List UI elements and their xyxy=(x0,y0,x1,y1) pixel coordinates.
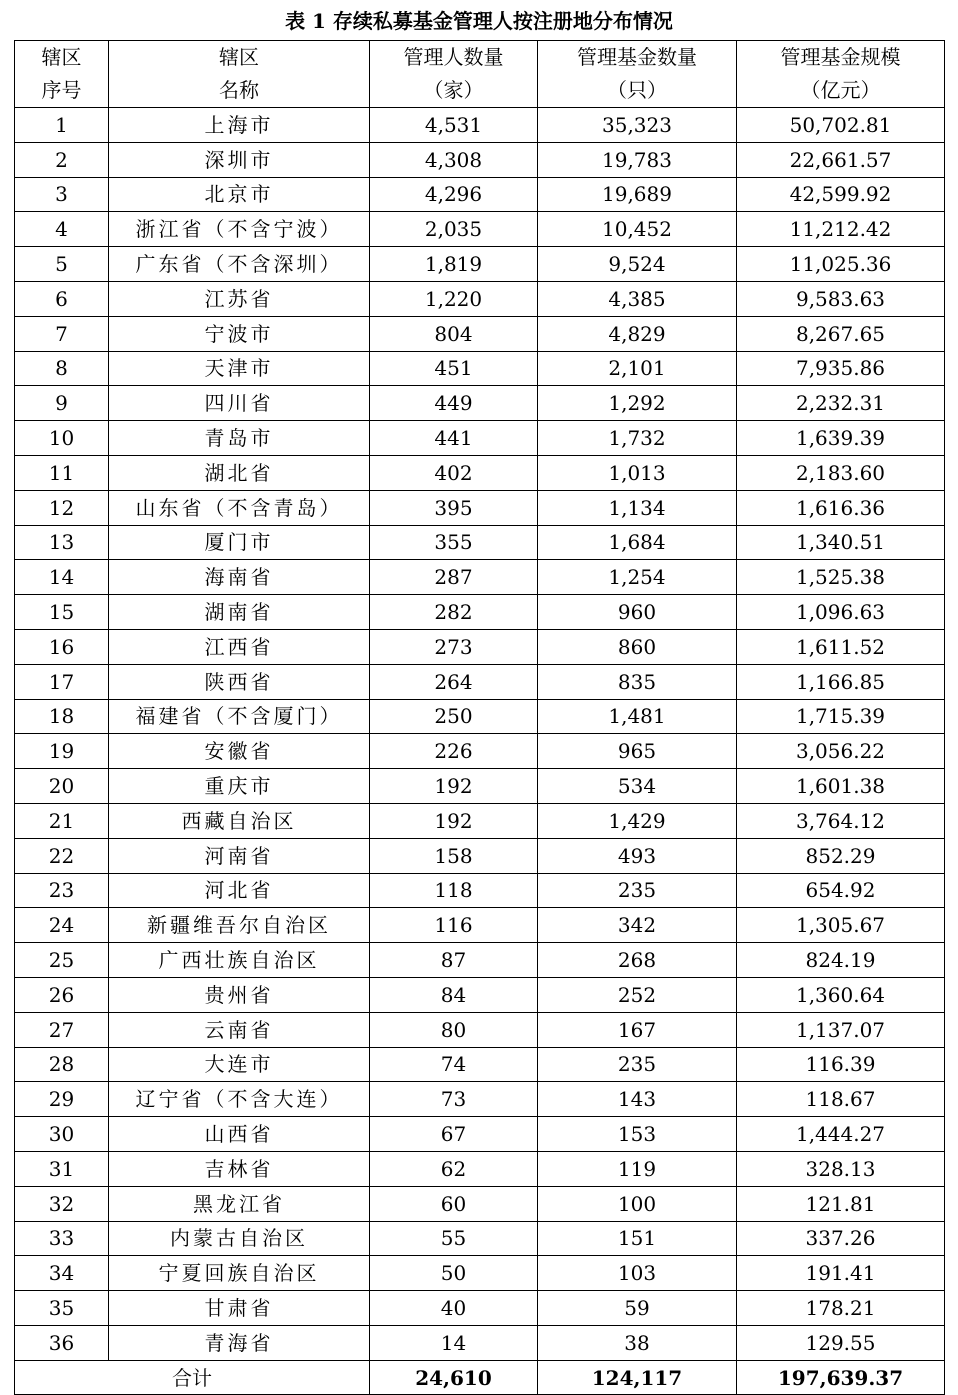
cell-manager-count: 55 xyxy=(370,1221,538,1256)
cell-region-name: 山西省 xyxy=(109,1117,370,1152)
total-scale: 197,639.37 xyxy=(737,1360,945,1395)
cell-region-name: 福建省（不含厦门） xyxy=(109,699,370,734)
cell-manager-count: 250 xyxy=(370,699,538,734)
cell-manager-count: 67 xyxy=(370,1117,538,1152)
table-row xyxy=(15,734,945,769)
table-row xyxy=(15,1012,945,1047)
cell-region-name: 河北省 xyxy=(109,873,370,908)
cell-manager-count: 73 xyxy=(370,1082,538,1117)
table-row xyxy=(15,838,945,873)
cell-manager-count: 74 xyxy=(370,1047,538,1082)
cell-region-no: 17 xyxy=(15,664,109,699)
cell-manager-count: 273 xyxy=(370,629,538,664)
header-line: 管理人数量 xyxy=(403,45,504,69)
cell-manager-count: 449 xyxy=(370,386,538,421)
cell-manager-count: 40 xyxy=(370,1291,538,1326)
cell-fund-scale: 11,212.42 xyxy=(737,212,945,247)
header-manager-count xyxy=(370,41,538,108)
table-row xyxy=(15,1151,945,1186)
cell-fund-scale: 121.81 xyxy=(737,1186,945,1221)
cell-fund-scale: 3,056.22 xyxy=(737,734,945,769)
cell-region-name: 内蒙古自治区 xyxy=(109,1221,370,1256)
cell-fund-scale: 1,611.52 xyxy=(737,629,945,664)
table-title: 表 1 存续私募基金管理人按注册地分布情况 xyxy=(285,9,673,33)
cell-fund-count: 493 xyxy=(538,838,737,873)
header-line: （亿元） xyxy=(800,78,881,102)
cell-region-name: 四川省 xyxy=(109,386,370,421)
cell-manager-count: 116 xyxy=(370,908,538,943)
cell-fund-count: 4,829 xyxy=(538,316,737,351)
cell-manager-count: 441 xyxy=(370,421,538,456)
cell-region-no: 25 xyxy=(15,943,109,978)
cell-region-no: 21 xyxy=(15,803,109,838)
table-row xyxy=(15,421,945,456)
table-row xyxy=(15,108,945,143)
header-line: （家） xyxy=(423,78,484,102)
table-body xyxy=(15,108,945,1361)
cell-region-no: 24 xyxy=(15,908,109,943)
cell-fund-scale: 337.26 xyxy=(737,1221,945,1256)
table-row xyxy=(15,1082,945,1117)
cell-region-no: 20 xyxy=(15,769,109,804)
cell-manager-count: 192 xyxy=(370,803,538,838)
cell-fund-count: 1,481 xyxy=(538,699,737,734)
cell-fund-scale: 1,525.38 xyxy=(737,560,945,595)
header-line: 管理基金规模 xyxy=(780,45,901,69)
cell-manager-count: 4,296 xyxy=(370,177,538,212)
cell-region-name: 新疆维吾尔自治区 xyxy=(109,908,370,943)
cell-fund-scale: 50,702.81 xyxy=(737,108,945,143)
cell-fund-scale: 852.29 xyxy=(737,838,945,873)
cell-fund-count: 835 xyxy=(538,664,737,699)
cell-region-name: 深圳市 xyxy=(109,142,370,177)
cell-region-no: 34 xyxy=(15,1256,109,1291)
cell-fund-count: 1,254 xyxy=(538,560,737,595)
cell-region-name: 甘肃省 xyxy=(109,1291,370,1326)
cell-region-name: 北京市 xyxy=(109,177,370,212)
cell-manager-count: 451 xyxy=(370,351,538,386)
cell-manager-count: 4,531 xyxy=(370,108,538,143)
cell-region-no: 8 xyxy=(15,351,109,386)
region-distribution-table xyxy=(14,40,945,1395)
cell-region-name: 云南省 xyxy=(109,1012,370,1047)
cell-region-name: 上海市 xyxy=(109,108,370,143)
table-row xyxy=(15,1186,945,1221)
cell-fund-count: 10,452 xyxy=(538,212,737,247)
header-line: 名称 xyxy=(219,78,259,102)
table-row xyxy=(15,664,945,699)
cell-region-name: 海南省 xyxy=(109,560,370,595)
header-region-no xyxy=(15,41,109,108)
cell-manager-count: 287 xyxy=(370,560,538,595)
cell-region-name: 西藏自治区 xyxy=(109,803,370,838)
header-line: 辖区 xyxy=(219,45,259,69)
cell-fund-scale: 9,583.63 xyxy=(737,281,945,316)
cell-manager-count: 1,819 xyxy=(370,247,538,282)
cell-region-no: 13 xyxy=(15,525,109,560)
total-funds: 124,117 xyxy=(538,1360,737,1395)
cell-region-no: 12 xyxy=(15,490,109,525)
cell-region-no: 28 xyxy=(15,1047,109,1082)
cell-fund-scale: 42,599.92 xyxy=(737,177,945,212)
cell-manager-count: 60 xyxy=(370,1186,538,1221)
cell-manager-count: 395 xyxy=(370,490,538,525)
cell-fund-scale: 1,137.07 xyxy=(737,1012,945,1047)
cell-region-no: 16 xyxy=(15,629,109,664)
cell-fund-count: 153 xyxy=(538,1117,737,1152)
table-row xyxy=(15,629,945,664)
cell-manager-count: 62 xyxy=(370,1151,538,1186)
table-row xyxy=(15,1047,945,1082)
cell-region-name: 河南省 xyxy=(109,838,370,873)
cell-manager-count: 226 xyxy=(370,734,538,769)
table-row xyxy=(15,247,945,282)
table-row xyxy=(15,803,945,838)
cell-region-name: 湖南省 xyxy=(109,595,370,630)
cell-manager-count: 264 xyxy=(370,664,538,699)
cell-fund-scale: 11,025.36 xyxy=(737,247,945,282)
cell-manager-count: 282 xyxy=(370,595,538,630)
total-label: 合计 xyxy=(15,1360,370,1395)
cell-region-no: 23 xyxy=(15,873,109,908)
table-row xyxy=(15,142,945,177)
cell-region-name: 江西省 xyxy=(109,629,370,664)
cell-region-no: 7 xyxy=(15,316,109,351)
cell-region-name: 广东省（不含深圳） xyxy=(109,247,370,282)
cell-fund-count: 1,292 xyxy=(538,386,737,421)
cell-region-no: 10 xyxy=(15,421,109,456)
cell-fund-scale: 654.92 xyxy=(737,873,945,908)
cell-manager-count: 14 xyxy=(370,1325,538,1360)
cell-region-name: 黑龙江省 xyxy=(109,1186,370,1221)
cell-fund-count: 342 xyxy=(538,908,737,943)
cell-region-no: 33 xyxy=(15,1221,109,1256)
cell-region-name: 湖北省 xyxy=(109,455,370,490)
cell-manager-count: 84 xyxy=(370,977,538,1012)
table-row xyxy=(15,177,945,212)
cell-fund-count: 151 xyxy=(538,1221,737,1256)
cell-fund-count: 38 xyxy=(538,1325,737,1360)
cell-region-name: 大连市 xyxy=(109,1047,370,1082)
cell-region-name: 广西壮族自治区 xyxy=(109,943,370,978)
table-row xyxy=(15,1291,945,1326)
cell-fund-count: 1,684 xyxy=(538,525,737,560)
table-row xyxy=(15,595,945,630)
cell-fund-count: 1,013 xyxy=(538,455,737,490)
cell-fund-count: 9,524 xyxy=(538,247,737,282)
cell-manager-count: 118 xyxy=(370,873,538,908)
cell-manager-count: 804 xyxy=(370,316,538,351)
table-row xyxy=(15,281,945,316)
cell-region-no: 30 xyxy=(15,1117,109,1152)
cell-fund-count: 235 xyxy=(538,873,737,908)
header-fund-scale xyxy=(737,41,945,108)
table-row xyxy=(15,1221,945,1256)
cell-fund-scale: 824.19 xyxy=(737,943,945,978)
cell-fund-scale: 1,616.36 xyxy=(737,490,945,525)
table-row xyxy=(15,769,945,804)
cell-region-name: 青岛市 xyxy=(109,421,370,456)
cell-region-name: 山东省（不含青岛） xyxy=(109,490,370,525)
cell-region-name: 青海省 xyxy=(109,1325,370,1360)
cell-fund-scale: 22,661.57 xyxy=(737,142,945,177)
cell-region-no: 36 xyxy=(15,1325,109,1360)
cell-region-name: 江苏省 xyxy=(109,281,370,316)
cell-region-no: 2 xyxy=(15,142,109,177)
cell-fund-count: 167 xyxy=(538,1012,737,1047)
cell-fund-count: 960 xyxy=(538,595,737,630)
cell-region-no: 11 xyxy=(15,455,109,490)
cell-fund-scale: 1,715.39 xyxy=(737,699,945,734)
cell-region-name: 天津市 xyxy=(109,351,370,386)
table-row xyxy=(15,560,945,595)
cell-region-no: 32 xyxy=(15,1186,109,1221)
cell-manager-count: 87 xyxy=(370,943,538,978)
cell-fund-scale: 328.13 xyxy=(737,1151,945,1186)
cell-fund-scale: 118.67 xyxy=(737,1082,945,1117)
header-line: （只） xyxy=(607,78,667,102)
cell-manager-count: 80 xyxy=(370,1012,538,1047)
cell-region-no: 31 xyxy=(15,1151,109,1186)
cell-region-no: 1 xyxy=(15,108,109,143)
table-row xyxy=(15,977,945,1012)
cell-region-no: 15 xyxy=(15,595,109,630)
cell-region-name: 吉林省 xyxy=(109,1151,370,1186)
table-row xyxy=(15,908,945,943)
cell-fund-count: 100 xyxy=(538,1186,737,1221)
header-region-name xyxy=(109,41,370,108)
cell-fund-count: 35,323 xyxy=(538,108,737,143)
cell-fund-scale: 191.41 xyxy=(737,1256,945,1291)
cell-region-name: 陕西省 xyxy=(109,664,370,699)
cell-manager-count: 1,220 xyxy=(370,281,538,316)
cell-region-no: 9 xyxy=(15,386,109,421)
table-row xyxy=(15,351,945,386)
total-managers: 24,610 xyxy=(370,1360,538,1395)
cell-fund-count: 860 xyxy=(538,629,737,664)
cell-region-name: 厦门市 xyxy=(109,525,370,560)
table-row xyxy=(15,699,945,734)
cell-manager-count: 192 xyxy=(370,769,538,804)
cell-region-no: 26 xyxy=(15,977,109,1012)
table-row xyxy=(15,455,945,490)
cell-fund-scale: 3,764.12 xyxy=(737,803,945,838)
cell-fund-count: 4,385 xyxy=(538,281,737,316)
cell-region-name: 重庆市 xyxy=(109,769,370,804)
cell-manager-count: 50 xyxy=(370,1256,538,1291)
cell-fund-count: 19,689 xyxy=(538,177,737,212)
cell-fund-scale: 1,166.85 xyxy=(737,664,945,699)
header-fund-count xyxy=(538,41,737,108)
cell-fund-scale: 2,232.31 xyxy=(737,386,945,421)
cell-manager-count: 402 xyxy=(370,455,538,490)
cell-fund-count: 119 xyxy=(538,1151,737,1186)
cell-manager-count: 2,035 xyxy=(370,212,538,247)
cell-fund-count: 268 xyxy=(538,943,737,978)
cell-fund-scale: 178.21 xyxy=(737,1291,945,1326)
cell-manager-count: 4,308 xyxy=(370,142,538,177)
cell-region-no: 3 xyxy=(15,177,109,212)
cell-region-no: 6 xyxy=(15,281,109,316)
cell-fund-scale: 1,305.67 xyxy=(737,908,945,943)
cell-region-no: 29 xyxy=(15,1082,109,1117)
cell-fund-count: 143 xyxy=(538,1082,737,1117)
cell-fund-count: 2,101 xyxy=(538,351,737,386)
cell-region-name: 辽宁省（不含大连） xyxy=(109,1082,370,1117)
cell-region-no: 27 xyxy=(15,1012,109,1047)
table-row xyxy=(15,943,945,978)
cell-fund-scale: 1,639.39 xyxy=(737,421,945,456)
cell-fund-count: 19,783 xyxy=(538,142,737,177)
table-row xyxy=(15,1117,945,1152)
cell-fund-scale: 129.55 xyxy=(737,1325,945,1360)
cell-region-no: 35 xyxy=(15,1291,109,1326)
cell-fund-scale: 1,444.27 xyxy=(737,1117,945,1152)
header-line: 管理基金数量 xyxy=(577,45,697,69)
cell-region-name: 宁波市 xyxy=(109,316,370,351)
cell-region-no: 19 xyxy=(15,734,109,769)
cell-region-no: 4 xyxy=(15,212,109,247)
cell-fund-count: 1,429 xyxy=(538,803,737,838)
cell-fund-scale: 7,935.86 xyxy=(737,351,945,386)
cell-fund-count: 1,732 xyxy=(538,421,737,456)
table-row xyxy=(15,1256,945,1291)
cell-region-name: 浙江省（不含宁波） xyxy=(109,212,370,247)
table-row xyxy=(15,490,945,525)
table-row xyxy=(15,212,945,247)
table-row xyxy=(15,525,945,560)
cell-fund-scale: 2,183.60 xyxy=(737,455,945,490)
header-line: 序号 xyxy=(41,78,82,102)
cell-fund-count: 59 xyxy=(538,1291,737,1326)
cell-fund-count: 1,134 xyxy=(538,490,737,525)
cell-region-no: 22 xyxy=(15,838,109,873)
cell-fund-scale: 1,340.51 xyxy=(737,525,945,560)
total-row xyxy=(15,1360,945,1395)
cell-fund-scale: 8,267.65 xyxy=(737,316,945,351)
cell-fund-count: 252 xyxy=(538,977,737,1012)
cell-region-no: 14 xyxy=(15,560,109,595)
cell-manager-count: 158 xyxy=(370,838,538,873)
cell-region-name: 贵州省 xyxy=(109,977,370,1012)
cell-fund-count: 235 xyxy=(538,1047,737,1082)
cell-region-no: 5 xyxy=(15,247,109,282)
cell-fund-count: 965 xyxy=(538,734,737,769)
cell-fund-count: 103 xyxy=(538,1256,737,1291)
cell-fund-count: 534 xyxy=(538,769,737,804)
cell-region-no: 18 xyxy=(15,699,109,734)
table-row xyxy=(15,873,945,908)
table-row xyxy=(15,386,945,421)
cell-fund-scale: 1,096.63 xyxy=(737,595,945,630)
header-row xyxy=(15,41,945,108)
cell-region-name: 安徽省 xyxy=(109,734,370,769)
cell-fund-scale: 116.39 xyxy=(737,1047,945,1082)
cell-fund-scale: 1,601.38 xyxy=(737,769,945,804)
table-row xyxy=(15,1325,945,1360)
header-line: 辖区 xyxy=(41,45,82,69)
cell-fund-scale: 1,360.64 xyxy=(737,977,945,1012)
cell-manager-count: 355 xyxy=(370,525,538,560)
table-row xyxy=(15,316,945,351)
cell-region-name: 宁夏回族自治区 xyxy=(109,1256,370,1291)
